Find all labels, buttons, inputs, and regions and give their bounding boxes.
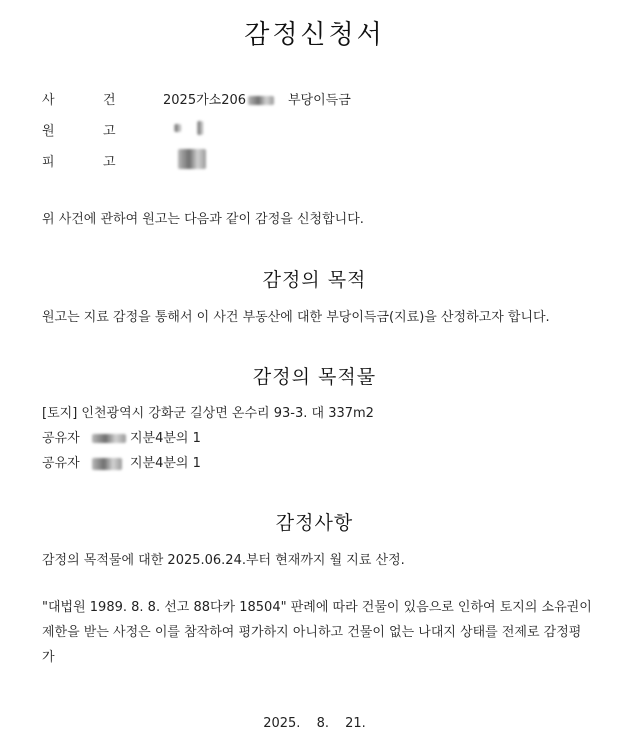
owner-label: 공유자 xyxy=(42,456,80,471)
redacted-mark xyxy=(92,458,122,470)
redacted-mark xyxy=(174,124,181,132)
plaintiff-label-1: 원 xyxy=(42,124,55,139)
owner-label: 공유자 xyxy=(42,431,80,446)
case-number xyxy=(163,93,274,109)
document-date: 2025. 8. 21. xyxy=(263,716,366,731)
owner-row xyxy=(42,456,201,472)
owner-row xyxy=(42,431,201,447)
purpose-heading: 감정의 목적 xyxy=(262,269,367,291)
plaintiff-redacted xyxy=(174,120,203,136)
matters-line-1: 감정의 목적물에 대한 2025.06.24.부터 현재까지 월 지료 산정. xyxy=(42,553,405,568)
matters-heading: 감정사항 xyxy=(275,512,354,534)
land-description: [토지] 인천광역시 강화군 길상면 온수리 93-3. 대 337m2 xyxy=(42,406,374,421)
redacted-mark xyxy=(178,149,206,169)
defendant-label-1: 피 xyxy=(42,155,55,170)
defendant-label-2: 고 xyxy=(103,155,116,170)
owner-share: 지분4분의 1 xyxy=(129,456,201,471)
defendant-redacted xyxy=(178,149,206,169)
intro-text: 위 사건에 관하여 원고는 다음과 같이 감정을 신청합니다. xyxy=(42,212,364,227)
plaintiff-label-2: 고 xyxy=(103,124,116,139)
redacted-mark xyxy=(248,96,274,105)
purpose-text: 원고는 지료 감정을 통해서 이 사건 부동산에 대한 부당이득금(지료)을 산정하고자 합니다. xyxy=(42,310,550,325)
matters-line-2: "대법원 1989. 8. 8. 선고 88다카 18504" 판례에 따라 건물이 있음으로 인하여 토지의 소유권이 제한을 받는 사정은 이를 참작하여 평가하지 아니하고 건물이 없는 나대지 상태를 전제로 감정평가 xyxy=(42,600,592,665)
object-heading: 감정의 목적물 xyxy=(252,366,377,388)
case-label-1: 사 xyxy=(42,93,55,108)
case-number-text: 2025가소206 xyxy=(163,93,247,108)
redacted-mark xyxy=(197,121,203,135)
case-name: 부당이득금 xyxy=(288,93,351,108)
redacted-mark xyxy=(92,434,126,443)
case-label-2: 건 xyxy=(103,93,116,108)
document-title: 감정신청서 xyxy=(244,20,385,50)
owner-share: 지분4분의 1 xyxy=(129,431,201,446)
